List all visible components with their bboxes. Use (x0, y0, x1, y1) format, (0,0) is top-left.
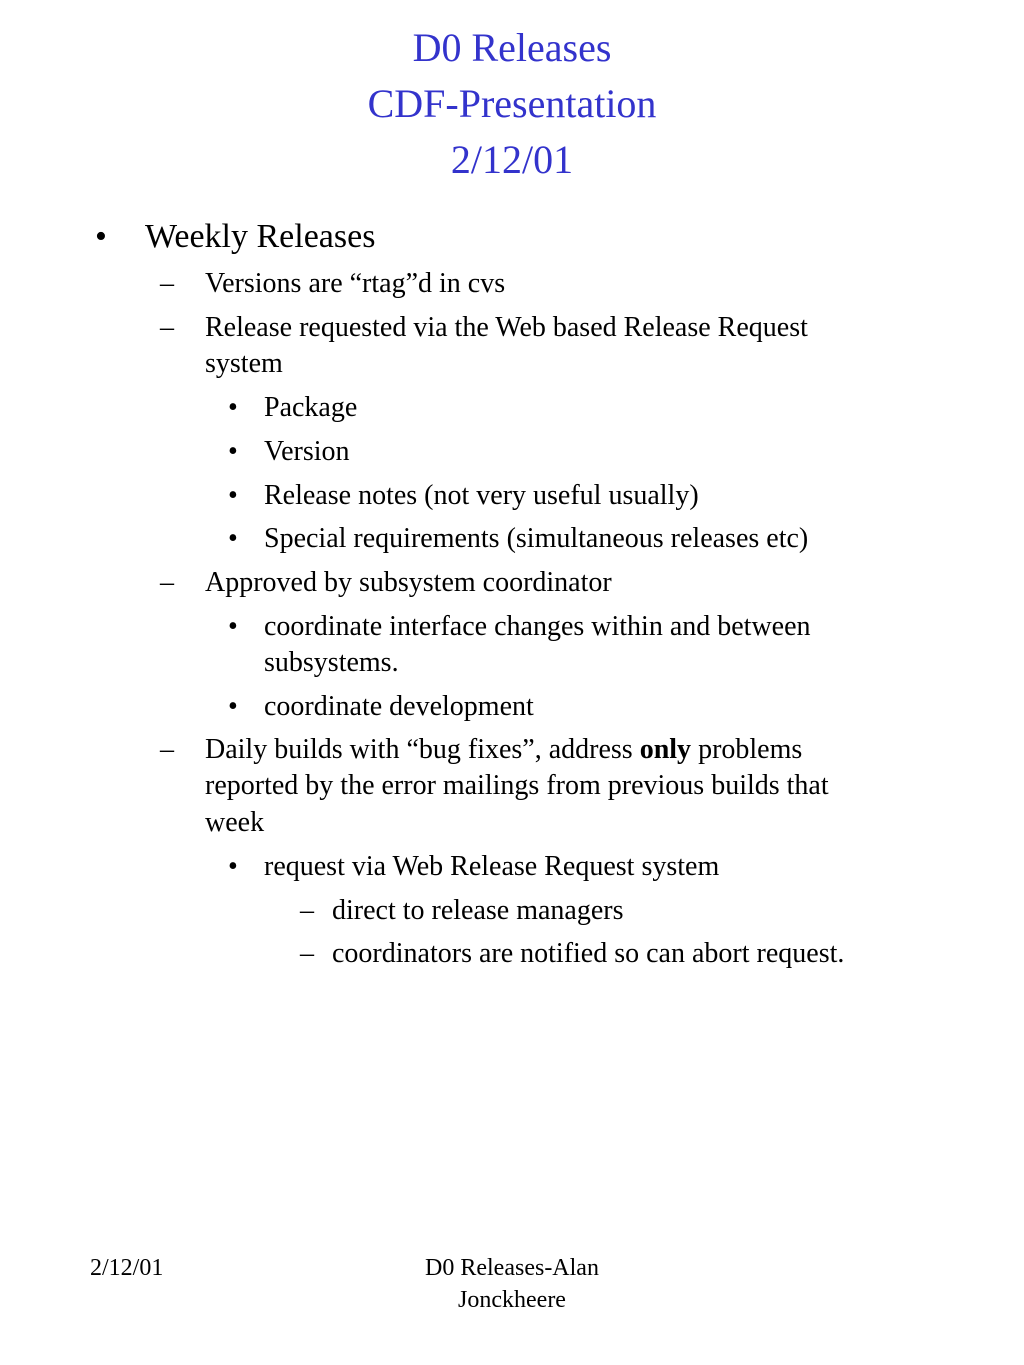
bullet-package: Package (264, 392, 358, 423)
dash-marker: – (160, 312, 174, 343)
bullet-daily-builds-line-3: week (205, 807, 265, 838)
bullet-marker: • (228, 851, 238, 882)
title-line-1: D0 Releases (412, 25, 612, 70)
bullet-marker: • (228, 611, 238, 642)
footer-date: 2/12/01 (90, 1255, 164, 1281)
bullet-versions: Versions are “rtag”d in cvs (205, 268, 506, 299)
title-line-2: CDF-Presentation (367, 81, 657, 126)
bullet-release-requested-line-1: Release requested via the Web based Release Request (205, 312, 808, 343)
footer-author-line-1: D0 Releases-Alan (425, 1255, 599, 1281)
slide-title (0, 20, 1024, 188)
bullet-coordinate-development: coordinate development (264, 691, 534, 722)
bullet-coordinate-interface-line-2: subsystems. (264, 647, 399, 678)
bullet-version: Version (264, 436, 350, 467)
dash-marker: – (160, 268, 174, 299)
title-line-3: 2/12/01 (450, 137, 574, 182)
bullet-daily-builds-line-1 (205, 732, 802, 768)
footer-author (362, 1252, 662, 1316)
bullet-coordinators-notified: coordinators are notified so can abort request. (332, 938, 845, 969)
bullet-marker: • (95, 218, 107, 255)
daily-builds-suffix: problems (691, 734, 803, 765)
bullet-marker: • (228, 392, 238, 423)
daily-builds-prefix: Daily builds with “bug fixes”, address (205, 734, 640, 765)
bullet-marker: • (228, 523, 238, 554)
bullet-marker: • (228, 480, 238, 511)
bullet-daily-builds-line-2: reported by the error mailings from previous builds that (205, 770, 829, 801)
bullet-request-via: request via Web Release Request system (264, 851, 720, 882)
dash-marker: – (160, 734, 174, 765)
bullet-release-notes: Release notes (not very useful usually) (264, 480, 699, 511)
bullet-marker: • (228, 691, 238, 722)
bullet-special-requirements: Special requirements (simultaneous releases etc) (264, 523, 809, 554)
footer-author-line-2: Jonckheere (458, 1287, 566, 1313)
daily-builds-emphasis: only (639, 734, 692, 765)
bullet-approved: Approved by subsystem coordinator (205, 567, 612, 598)
dash-marker: – (160, 567, 174, 598)
bullet-release-requested-line-2: system (205, 348, 283, 379)
bullet-coordinate-interface-line-1: coordinate interface changes within and between (264, 611, 811, 642)
dash-marker: – (300, 895, 314, 926)
bullet-direct-to: direct to release managers (332, 895, 624, 926)
dash-marker: – (300, 938, 314, 969)
bullet-marker: • (228, 436, 238, 467)
bullet-weekly-releases: Weekly Releases (145, 218, 376, 255)
